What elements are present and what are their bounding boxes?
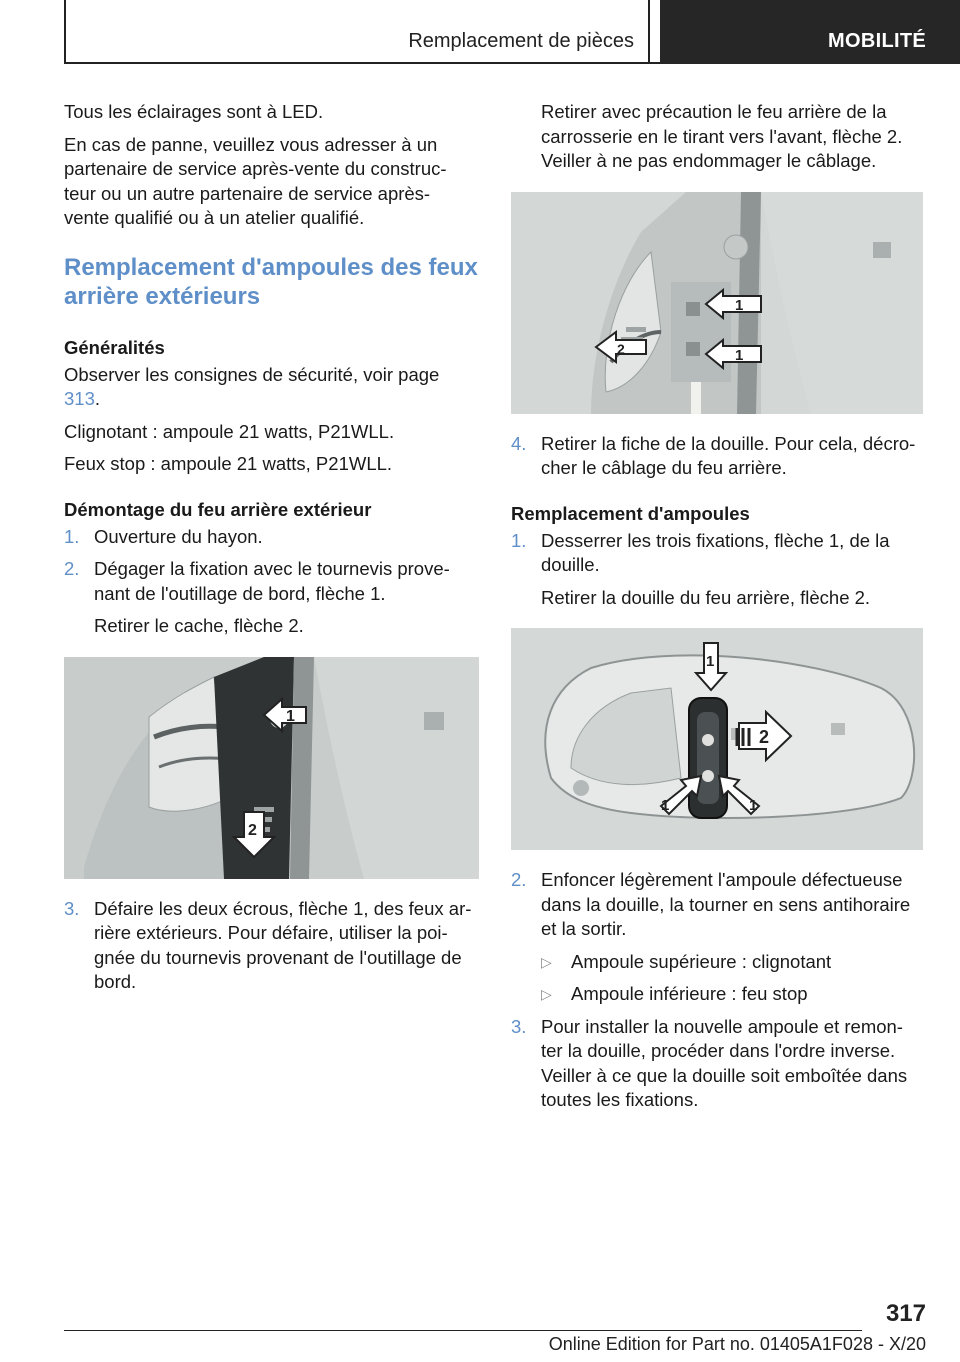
header-rule-left <box>64 0 66 64</box>
list-item: 3. Pour installer la nouvelle ampoule et remon- ter la douille, procéder dans l'ordre inverse. Veiller à ce que la douille soit emboîtée dans toutes les fixations. <box>511 1015 908 1110</box>
arrow-label: 1 <box>735 296 744 314</box>
list-item: 2. Dégager la fixation avec le tournevis prove- nant de l'outillage de bord, flèche 1. Retirer le cache, flèche 2. <box>64 557 479 639</box>
replace-heading: Remplacement d'ampoules <box>511 502 750 524</box>
page-link[interactable]: 313 <box>64 388 95 409</box>
arrow-label: 1 <box>749 797 758 814</box>
triangle-bullet-icon: ▷ <box>541 986 552 1002</box>
arrow-label: 2 <box>617 340 625 357</box>
arrow-label: 2 <box>759 727 770 747</box>
arrow-label: 1 <box>661 797 670 814</box>
chapter-tab-label: MOBILITÉ <box>828 30 926 52</box>
list-item: 1. Ouverture du hayon. <box>64 525 263 547</box>
list-item: 1. Desserrer les trois fixations, flèche 1, de la douille. Retirer la douille du feu arrière, flèche 2. <box>511 529 926 611</box>
bulb-socket-illustration <box>511 628 923 850</box>
main-heading: Remplacement d'ampoules des feux arrière extérieurs <box>64 253 478 310</box>
safety-ref: Observer les consignes de sécurité, voir page 313. <box>64 363 440 409</box>
arrow-label: 1 <box>735 346 744 364</box>
blinker-spec: Clignotant : ampoule 21 watts, P21WLL. <box>64 420 395 442</box>
trunk-cover-illustration <box>64 657 479 879</box>
footer-rule <box>64 1330 862 1331</box>
arrow-label: 2 <box>248 821 257 839</box>
removal-steps <box>64 525 479 639</box>
rear-light-removal-illustration <box>511 192 923 414</box>
arrow-label: 1 <box>706 653 715 670</box>
section-title: Remplacement de pièces <box>408 30 634 52</box>
bullet-item: ▷ Ampoule supérieure : clignotant <box>541 950 926 975</box>
replace-steps <box>511 529 926 611</box>
plug-step <box>511 432 926 481</box>
bullet-item: ▷ Ampoule inférieure : feu stop <box>541 982 926 1007</box>
replace-steps-cont <box>511 868 926 1113</box>
page-number: 317 <box>885 1300 926 1327</box>
edition-note: Online Edition for Part no. 01405A1F028 - X/20 <box>548 1334 926 1354</box>
header-rule-mid <box>648 0 650 64</box>
stop-spec: Feux stop : ampoule 21 watts, P21WLL. <box>64 453 393 474</box>
list-item: 3. Défaire les deux écrous, flèche 1, des feux ar- rière extérieurs. Pour défaire, utiliser la poi- gnée du tournevis provenant de l'outillage de bord. <box>64 897 472 992</box>
list-item: 4. Retirer la fiche de la douille. Pour cela, décro- cher le câblage du feu arrière. <box>511 432 916 478</box>
intro-service: En cas de panne, veuillez vous adresser à un partenaire de service après-vente du construc- teur ou un autre partenaire de service après- vente qualifié ou à un atelier qualifié. <box>64 133 447 228</box>
triangle-bullet-icon: ▷ <box>541 953 552 970</box>
removal-steps-cont <box>64 897 479 995</box>
removal-heading: Démontage du feu arrière extérieur <box>64 498 372 520</box>
step-substep: Retirer le cache, flèche 2. <box>94 615 304 636</box>
chapter-tab <box>660 0 960 64</box>
arrow-label: 1 <box>286 707 295 725</box>
pull-out-instruction: Retirer avec précaution le feu arrière de la carrosserie en le tirant vers l'avant, flèche 2. Veiller à ne pas endommager le câblage. <box>541 101 903 171</box>
list-item: 2. Enfoncer légèrement l'ampoule défectueuse dans la douille, la tourner en sens antihoraire et la sortir. ▷ Ampoule supérieure : clignotant ▷ Ampoule inférieure : feu stop <box>511 868 926 1007</box>
right-column <box>511 100 926 1121</box>
step-substep: Retirer la douille du feu arrière, flèche 2. <box>541 586 871 608</box>
intro-led: Tous les éclairages sont à LED. <box>64 101 324 122</box>
left-column <box>64 100 479 1003</box>
general-heading: Généralités <box>64 336 165 358</box>
